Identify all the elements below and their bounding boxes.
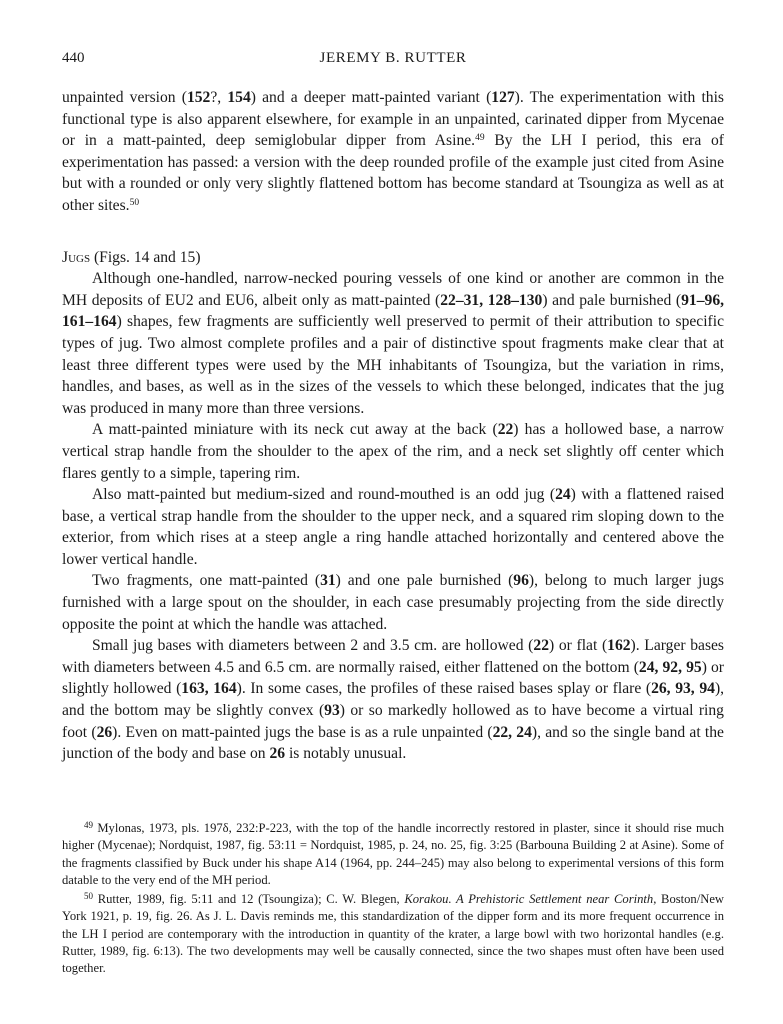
paragraph-jugs-intro: Although one-handled, narrow-necked pouring vessels of one kind or another are common in the MH deposits of EU2 and EU6, albeit only as matt-painted (22–31, 128–130) and pale burnished (91–96, 161–164) shapes, few fragments are sufficiently well preserved to permit of their attribution to specific types of jug. Two almost complete profiles and a pair of distinctive spout fragments make clear that at least three different types were used by the MH inhabitants of Tsoungiza, but the variation in rims, handles, and bases, as well as in the sizes of the vessels to which these belonged, indicates that the jug was produced in many more than three versions. [62,270,725,417]
footnote-49: $^{49}$ Mylonas, 1973, pls. 197δ, 232:P-223, with the top of the handle incorrectly restored in plaster, since it should rise much higher (Mycenae); Nordquist, 1987, fig. 53:11 = Nordquist, 1985, p. 24, no. 25, fig. 3:25 (Barbouna Building 2 at Asine). Some of the fragments classified by Buck under his shape A14 (1964, pp. 244–245) may also belong to experimental versions of this form datable to the very end of the MH period. [62,820,724,887]
body-text [62,87,724,765]
paragraph-spouted-jugs: Two fragments, one matt-painted (31) and one pale burnished (96), belong to much larger jugs furnished with a large spout on the shoulder, in each case presumably projecting from the side directly opposite the point at which the handle was attached. [62,572,724,633]
section-figure-ref: (Figs. 14 and 15) [90,248,201,266]
paragraph-jug-bases: Small jug bases with diameters between 2 and 3.5 cm. are hollowed (22) or flat (162). Larger bases with diameters between 4.5 and 6.5 cm. are normally raised, either flattened on the bottom (24, 92, 95) or slightly hollowed (163, 164). In some cases, the profiles of these raised bases splay or flare (26, 93, 94), and the bottom may be slightly convex (93) or so markedly hollowed as to have become a virtual ring foot (26). Even on matt-painted jugs the base is as a rule unpainted (22, 24), and so the single band at the junction of the body and base on 26 is notably unusual. [62,637,725,763]
footnote-ref-49[interactable]: 49 [475,133,485,144]
footnote-50: $^{50}$ Rutter, 1989, fig. 5:11 and 12 (Tsoungiza); C. W. Blegen, Korakou. A Prehistoric Settlement near Corinth, Boston/New York 1921, p. 19, fig. 26. As J. L. Davis reminds me, this standardization of the dipper form and its more frequent occurrence in the LH I period are contemporary with the introduction in quantity of the krater, a large bowl with two horizontal handles (e.g. Rutter, 1989, fig. 6:13). The two developments may well be causally connected, since the two shapes must often have been used together. [62,891,725,976]
running-head: JEREMY B. RUTTER [319,50,467,66]
section-title: Jugs [62,248,91,266]
paragraph-dipper-continued: unpainted version (152?, 154) and a deeper matt-painted variant (127). The experimentation with this functional type is also apparent elsewhere, for example in an unpainted, carinated dipper from Mycenae or in a matt-painted, deep semiglobular dipper from Asine.$^{49}$ By the LH I period, this era of experimentation has passed: a version with the deep rounded profile of the example just cited from Asine but with a rounded or only very slightly flattened bottom has become standard at Tsoungiza as well as at other sites.$^{50}$ [62,89,724,214]
footnote-number: 50 [84,891,93,902]
footnotes [62,820,724,978]
page-number: 440 [62,50,85,66]
paragraph-miniature-jug: A matt-painted miniature with its neck cut away at the back (22) has a hollowed base, a narrow vertical strap handle from the shoulder to the apex of the rim, and a neck set slightly off center which flares gently to a simple, tapering rim. [62,421,724,482]
footnote-number: 49 [84,820,93,830]
section-heading-jugs [62,247,724,269]
paragraph-round-mouthed-jug: Also matt-painted but medium-sized and round-mouthed is an odd jug (24) with a flattened raised base, a vertical strap handle from the shoulder to the upper neck, and a squared rim sloping down to the exterior, from which rises at a steep angle a ring handle attached horizontally and centered above the lower vertical handle. [62,486,724,568]
footnote-ref-50[interactable]: 50 [129,197,140,208]
page-header [62,50,724,72]
